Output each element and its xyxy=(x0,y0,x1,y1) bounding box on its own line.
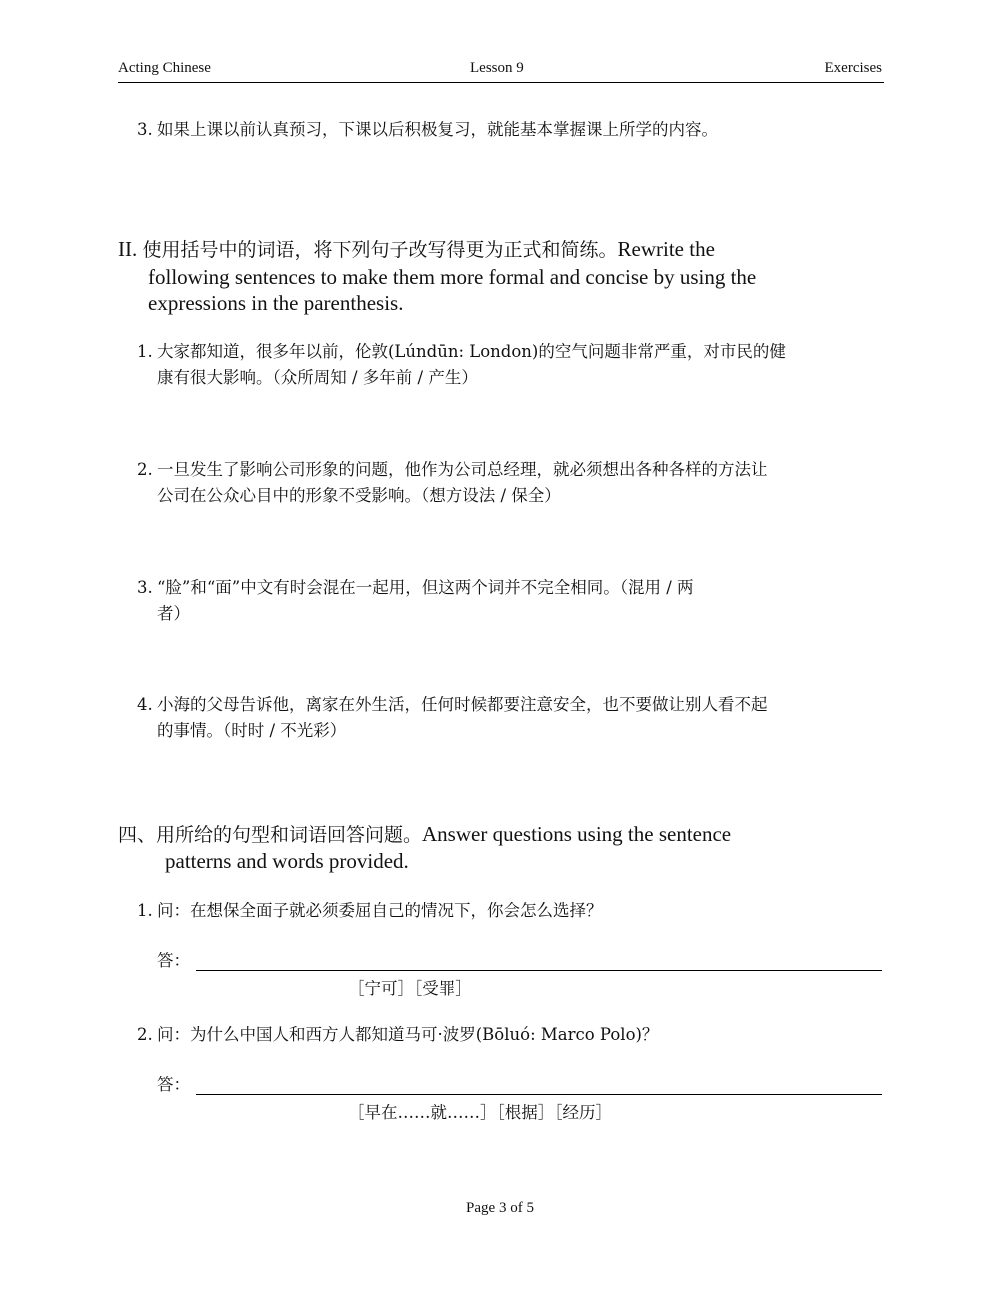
question-1-number: 1. xyxy=(137,901,153,920)
section-4-cn-instruction: 四、用所给的句型和词语回答问题。 xyxy=(118,824,423,846)
rewrite-item-1-line2: 康有很大影响。（众所周知 / 多年前 / 产生） xyxy=(157,368,478,387)
section-2-label: II. xyxy=(118,237,138,261)
section-2-en-line3: expressions in the parenthesis. xyxy=(148,291,404,315)
answer-1-label: 答： xyxy=(157,951,190,970)
rewrite-item-3-number: 3. xyxy=(137,578,153,597)
prev-item-number: 3. xyxy=(137,120,153,139)
header-lesson: Lesson 9 xyxy=(470,60,524,76)
header-divider xyxy=(118,82,884,83)
rewrite-item-2-number: 2. xyxy=(137,460,153,479)
answer-1-line[interactable] xyxy=(196,970,882,971)
section-2-heading xyxy=(118,236,858,264)
answer-2-hint: ［早在……就……］［根据］［经历］ xyxy=(348,1103,612,1122)
section-4-en-line1: Answer questions using the sentence xyxy=(422,822,732,846)
answer-2-line[interactable] xyxy=(196,1094,882,1095)
rewrite-item-3-line2: 者） xyxy=(157,604,190,623)
answer-1-hint: ［宁可］［受罪］ xyxy=(348,979,472,998)
rewrite-item-4-line2: 的事情。（时时 / 不光彩） xyxy=(157,721,347,740)
answer-2-label: 答： xyxy=(157,1075,190,1094)
prev-item-text: 如果上课以前认真预习，下课以后积极复习，就能基本掌握课上所学的内容。 xyxy=(157,120,718,139)
question-2-text: 问：为什么中国人和西方人都知道马可·波罗(Bōluó: Marco Polo)？ xyxy=(157,1025,659,1044)
rewrite-item-1-number: 1. xyxy=(137,342,153,361)
rewrite-item-2-line2: 公司在公众心目中的形象不受影响。（想方设法 / 保全） xyxy=(157,486,561,505)
rewrite-item-2-line1: 一旦发生了影响公司形象的问题，他作为公司总经理，就必须想出各种各样的方法让 xyxy=(157,460,768,479)
question-2-number: 2. xyxy=(137,1025,153,1044)
section-2-en-line1: Rewrite the xyxy=(617,237,715,261)
rewrite-item-4-number: 4. xyxy=(137,695,153,714)
question-1-text: 问：在想保全面子就必须委屈自己的情况下，你会怎么选择？ xyxy=(157,901,603,920)
rewrite-item-3-line1: “脸”和“面”中文有时会混在一起用，但这两个词并不完全相同。（混用 / 两 xyxy=(157,578,694,597)
section-4-en-line2: patterns and words provided. xyxy=(165,849,409,873)
section-2-cn-instruction: 使用括号中的词语，将下列句子改写得更为正式和简练。 xyxy=(142,239,618,261)
rewrite-item-1-line1: 大家都知道，很多年以前，伦敦(Lúndūn: London)的空气问题非常严重，对市民的健 xyxy=(157,342,786,361)
header-course-title: Acting Chinese xyxy=(118,60,211,76)
section-4-heading xyxy=(118,821,858,849)
header-section: Exercises xyxy=(824,60,882,76)
section-2-en-line2: following sentences to make them more formal and concise by using the xyxy=(148,265,757,289)
page-number: Page 3 of 5 xyxy=(466,1200,534,1216)
rewrite-item-4-line1: 小海的父母告诉他，离家在外生活，任何时候都要注意安全，也不要做让别人看不起 xyxy=(157,695,768,714)
